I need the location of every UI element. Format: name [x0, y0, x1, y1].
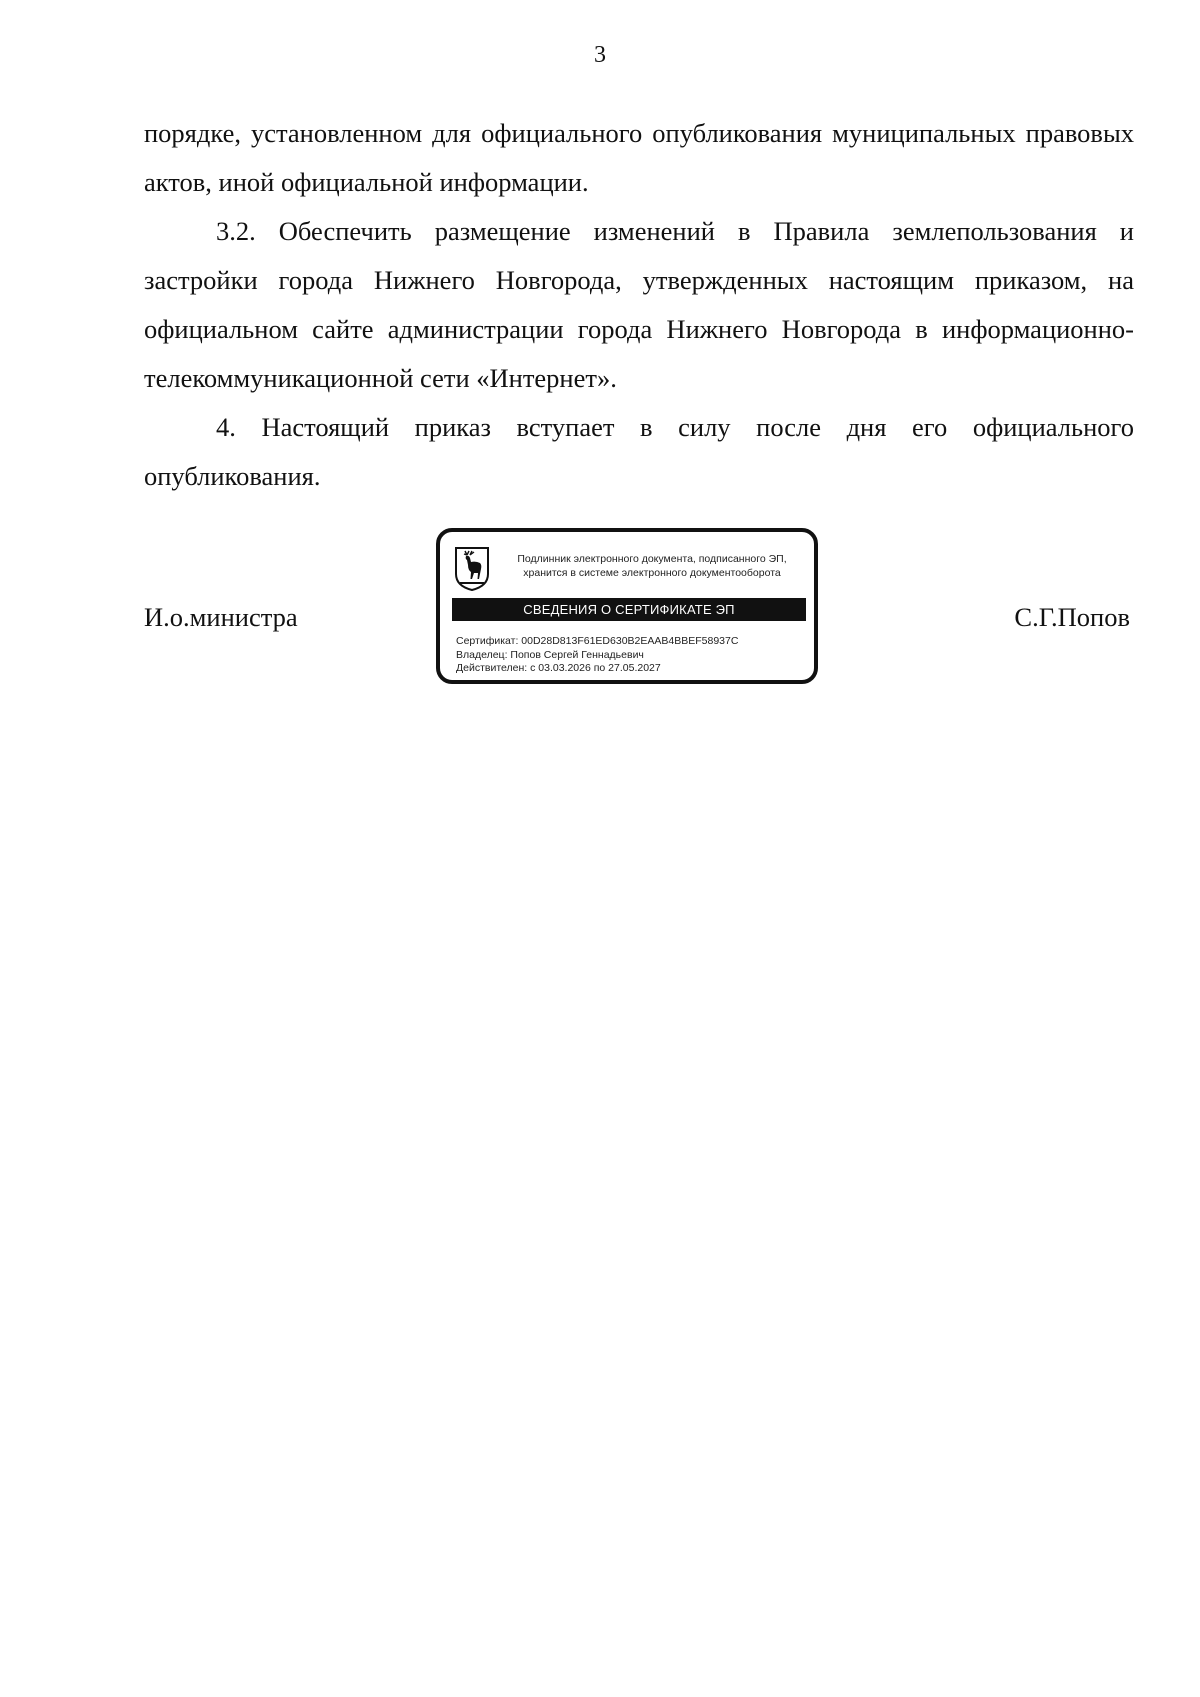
certificate-number: Сертификат: 00D28D813F61ED630B2EAAB4BBEF58937C — [456, 635, 739, 647]
stamp-certificate-details — [456, 635, 806, 676]
coat-of-arms-icon — [454, 546, 490, 592]
certificate-owner: Владелец: Попов Сергей Геннадьевич — [456, 648, 644, 661]
paragraph-3-2: 3.2. Обеспечить размещение изменений в Правила землепользования и застройки города Нижнего Новгорода, утвержденных настоящим приказом, на официальном сайте администрации города Нижнего Новгорода в информационно-телекоммуникационной сети «Интернет». — [144, 216, 1134, 393]
signer-position: И.о.министра — [144, 602, 298, 632]
stamp-banner: СВЕДЕНИЯ О СЕРТИФИКАТЕ ЭП — [452, 598, 806, 621]
paragraph-continuation: порядке, установленном для официального опубликования муниципальных правовых актов, иной официальной информации. — [144, 118, 1134, 197]
electronic-signature-stamp — [436, 528, 818, 684]
signer-name: С.Г.Попов — [1014, 602, 1130, 632]
paragraph-4: 4. Настоящий приказ вступает в силу после дня его официального опубликования. — [144, 412, 1134, 491]
stamp-note-line-2: хранится в системе электронного документооборота — [523, 567, 781, 579]
stamp-note — [500, 552, 804, 580]
stamp-note-line-1: Подлинник электронного документа, подписанного ЭП, — [517, 553, 787, 565]
certificate-validity: Действителен: с 03.03.2026 по 27.05.2027 — [456, 662, 661, 674]
document-body — [144, 109, 1134, 501]
page-number: 3 — [594, 42, 606, 68]
